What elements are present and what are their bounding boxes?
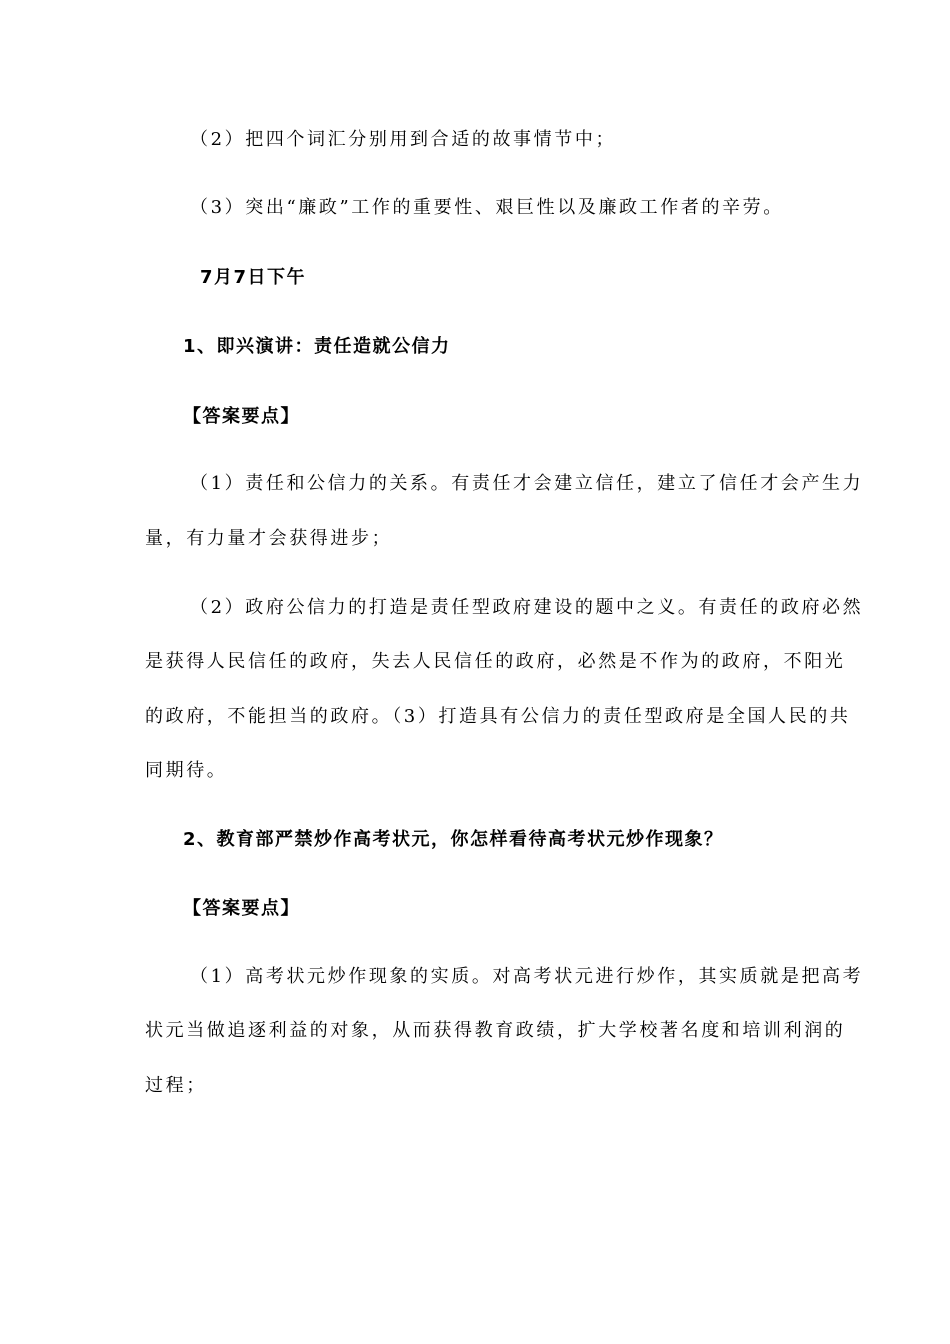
answer-1-point-1-line-1: （1）责任和公信力的关系。有责任才会建立信任，建立了信任才会产生力 [190,473,864,494]
question-1-answer-label: 【答案要点】 [183,406,300,427]
answer-2-point-1-line-1: （1）高考状元炒作现象的实质。对高考状元进行炒作，其实质就是把高考 [190,966,864,987]
answer-1-point-2-line-1: （2）政府公信力的打造是责任型政府建设的题中之义。有责任的政府必然 [190,597,864,618]
answer-1-point-2-line-3: 的政府，不能担当的政府。（3）打造具有公信力的责任型政府是全国人民的共 [145,706,851,727]
answer-1-point-1-line-2: 量，有力量才会获得进步； [145,528,393,549]
question-2-answer-label: 【答案要点】 [183,898,300,919]
date-heading: 7月7日下午 [200,267,307,288]
answer-1-point-2-line-2: 是获得人民信任的政府，失去人民信任的政府，必然是不作为的政府，不阳光 [145,651,846,672]
question-2-heading: 2、教育部严禁炒作高考状元，你怎样看待高考状元炒作现象？ [183,829,724,850]
answer-2-point-1-line-2: 状元当做追逐利益的对象，从而获得教育政绩，扩大学校著名度和培训利润的 [145,1020,846,1041]
answer-1-point-2-line-4: 同期待。 [145,760,228,781]
answer-2-point-1-line-3: 过程； [145,1075,207,1096]
paragraph-item-3: （3）突出“廉政”工作的重要性、艰巨性以及廉政工作者的辛劳。 [190,197,784,218]
paragraph-item-2: （2）把四个词汇分别用到合适的故事情节中； [190,129,617,150]
question-1-heading: 1、即兴演讲：责任造就公信力 [183,336,451,357]
